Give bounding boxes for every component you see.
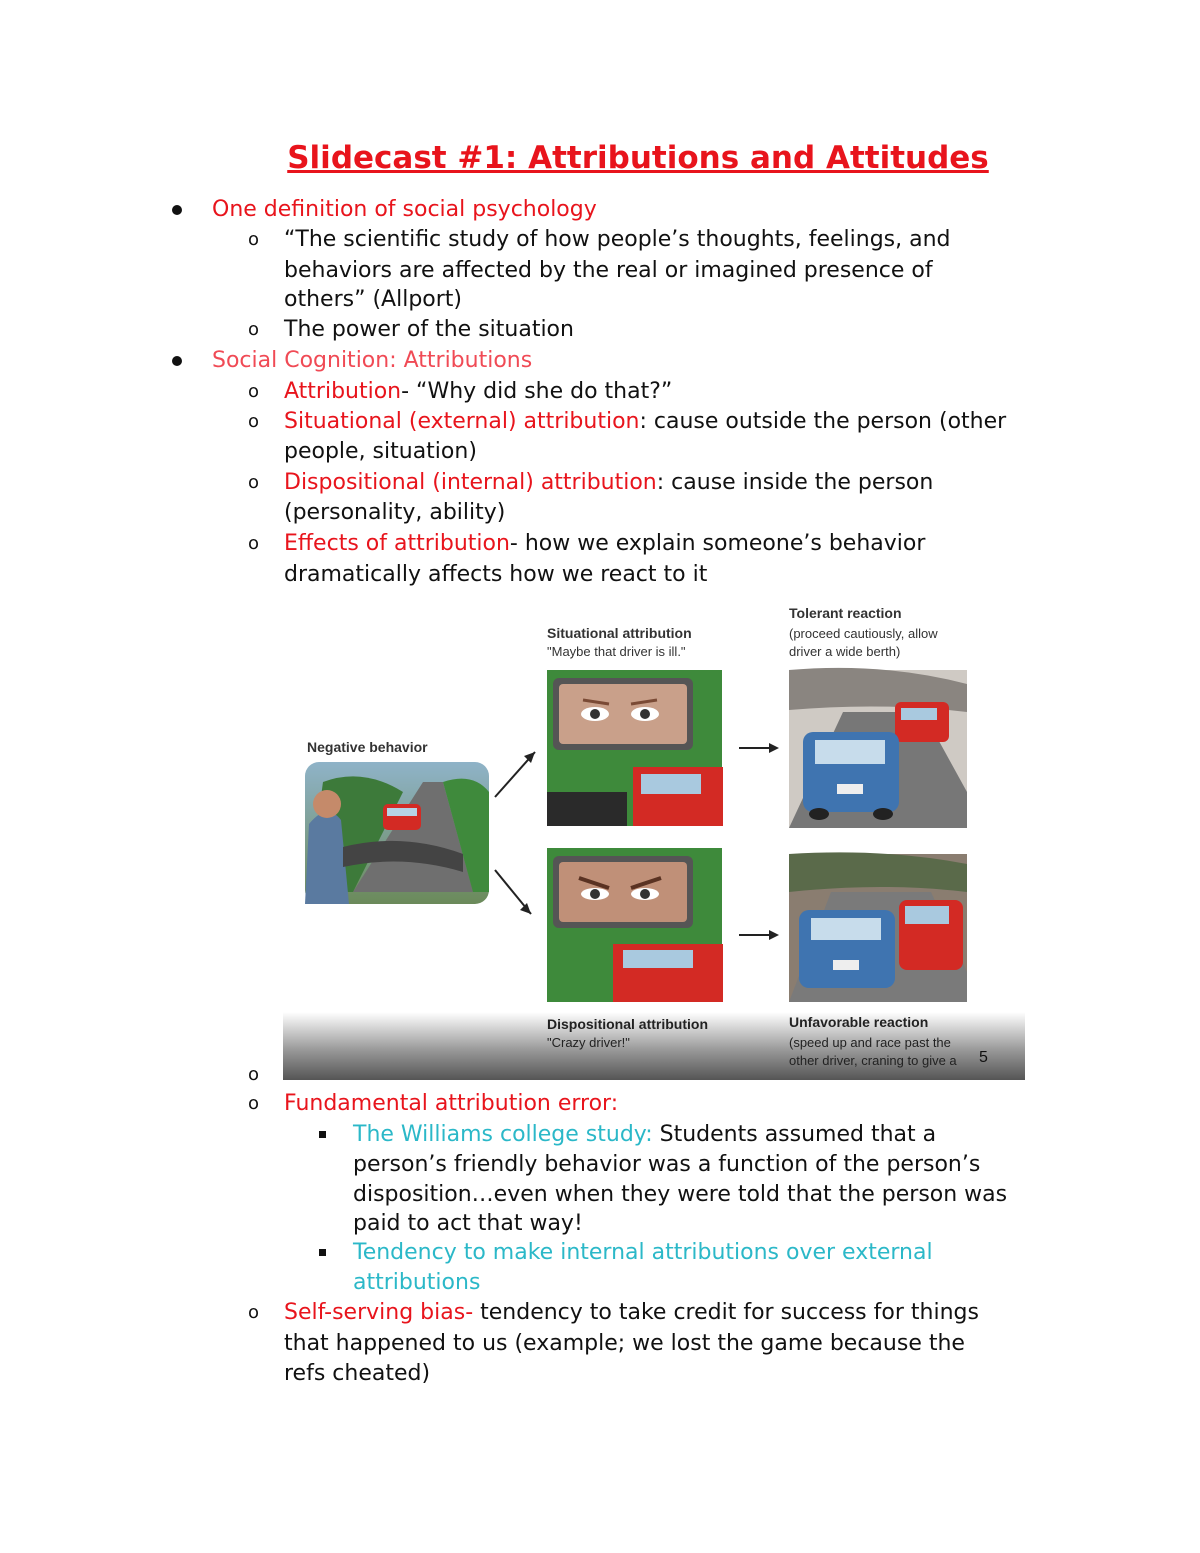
definition: Students assumed that a [652,1122,937,1147]
tolerant-desc: driver a wide berth) [789,644,901,659]
tendency-item: Tendency to make internal attributions over external [353,1240,933,1265]
bullet-square [319,1249,326,1256]
quote-dispositional: "Crazy driver!" [547,1035,630,1050]
bullet-square [319,1131,326,1138]
bullet-circle: o [248,533,260,554]
definition: : cause inside the person [656,470,934,495]
section-heading-cognition: Social Cognition: Attributions [212,348,533,373]
bullet-circle: o [248,381,260,402]
definition-cont: that happened to us (example; we lost the game because the [284,1331,965,1356]
effects-item [284,529,925,559]
dispositional-image [547,848,723,1002]
tolerant-desc: (proceed cautiously, allow [789,626,938,641]
bullet-circle: o [248,1302,260,1323]
negative-behavior-image [305,762,489,904]
label-negative: Negative behavior [307,739,428,755]
term: Dispositional (internal) attribution [284,470,657,495]
quote-line: “The scientific study of how people’s thoughts, feelings, and [284,227,951,252]
term: Self-serving bias- [284,1300,474,1325]
tolerant-image [789,668,967,828]
definition-cont: refs cheated) [284,1361,431,1386]
term: Situational (external) attribution [284,409,640,434]
quote-line: behaviors are affected by the real or imagined presence of [284,258,933,283]
bullet-circle: o [248,319,260,340]
bullet-disc [172,356,182,366]
attribution-figure [283,592,1025,1080]
term: The Williams college study: [353,1122,653,1147]
definition: tendency to take credit for success for things [473,1300,979,1325]
dispositional-item [284,468,933,498]
label-situational: Situational attribution [547,625,692,641]
definition-cont: people, situation) [284,439,477,464]
situational-image [547,670,723,826]
definition-cont: disposition…even when they were told that the person was [353,1182,1008,1207]
label-tolerant: Tolerant reaction [789,605,902,621]
self-serving-item [284,1298,979,1328]
unfavorable-desc: other driver, craning to give a [789,1053,957,1068]
williams-item [353,1120,936,1150]
definition-cont: person’s friendly behavior was a function of the person’s [353,1152,981,1177]
definition-cont: dramatically affects how we react to it [284,562,708,587]
power-of-situation: The power of the situation [284,317,574,342]
definition: - “Why did she do that?” [401,379,673,404]
tendency-item-cont: attributions [353,1270,481,1295]
fae-heading: Fundamental attribution error: [284,1091,619,1116]
definition: - how we explain someone’s behavior [509,531,926,556]
definition-cont: (personality, ability) [284,500,506,525]
bullet-circle: o [248,1093,260,1114]
bullet-circle: o [248,229,260,250]
unfavorable-desc: (speed up and race past the [789,1035,951,1050]
situational-item [284,407,1006,437]
quote-line: others” (Allport) [284,287,462,312]
label-dispositional: Dispositional attribution [547,1016,708,1032]
term: Effects of attribution [284,531,510,556]
bullet-disc [172,205,182,215]
bullet-circle: o [248,411,260,432]
page-title: Slidecast #1: Attributions and Attitudes [287,140,989,176]
definition: : cause outside the person (other [639,409,1007,434]
section-heading-definition: One definition of social psychology [212,197,597,222]
definition-cont: paid to act that way! [353,1211,583,1236]
label-unfavorable: Unfavorable reaction [789,1014,929,1030]
bullet-circle: o [248,1064,260,1085]
bullet-circle: o [248,472,260,493]
slide-number: 5 [979,1049,988,1066]
unfavorable-image [789,852,967,1002]
term: Attribution [284,379,402,404]
attribution-item [284,377,672,407]
quote-situational: "Maybe that driver is ill." [547,644,686,659]
